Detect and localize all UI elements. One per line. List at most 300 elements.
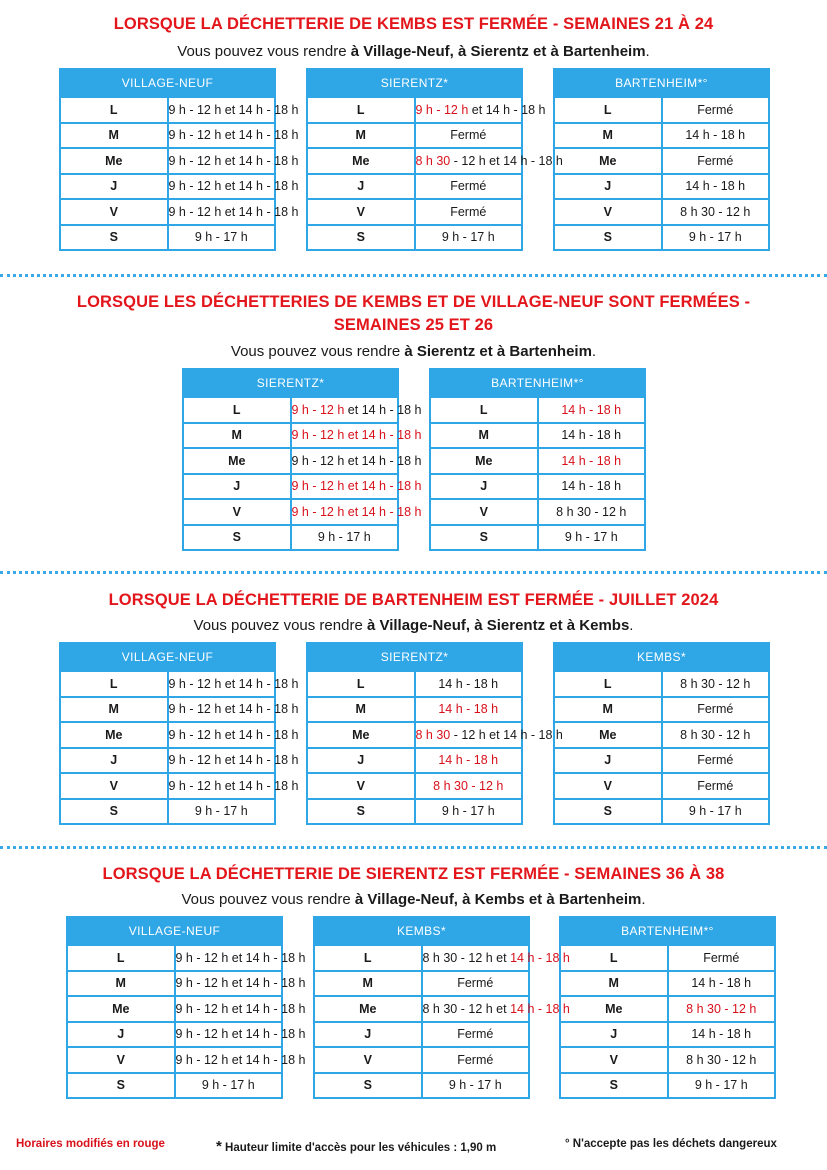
table-row <box>314 971 529 997</box>
hours-text: 9 h - 12 h et 14 h - 18 h <box>291 453 422 468</box>
table-row <box>560 971 775 997</box>
table-header: SIERENTZ* <box>183 369 398 397</box>
table-row <box>60 199 275 225</box>
hours-text: Fermé <box>450 128 487 143</box>
day-cell: S <box>183 525 291 551</box>
day-cell: Me <box>560 996 668 1022</box>
day-cell: Me <box>314 996 422 1022</box>
modified-hours-text: 8 h 30 <box>415 153 451 168</box>
hours-text: 8 h 30 - 12 h <box>680 204 751 219</box>
table-row <box>554 722 769 748</box>
hours-cell <box>662 123 770 149</box>
hours-text: 9 h - 17 h <box>564 530 618 545</box>
day-cell: V <box>67 1047 175 1073</box>
hours-text: Fermé <box>703 950 740 965</box>
schedule-table <box>59 642 299 825</box>
table-row <box>314 1022 529 1048</box>
table-row <box>554 799 769 825</box>
table-row <box>183 525 398 551</box>
hours-cell <box>168 199 299 225</box>
modified-hours-text: 9 h - 12 h et 14 h - 18 h <box>291 479 422 494</box>
hours-text: Fermé <box>450 204 487 219</box>
day-cell: S <box>307 799 415 825</box>
hours-cell <box>668 1047 776 1073</box>
day-cell: L <box>430 397 538 423</box>
no-hazardous-waste-note: ° N'accepte pas les déchets dangereux <box>565 1138 777 1150</box>
tables-row <box>0 642 827 836</box>
table-row <box>67 996 282 1022</box>
day-cell: L <box>554 97 662 123</box>
hours-text: 9 h - 17 h <box>317 530 371 545</box>
day-cell: Me <box>307 148 415 174</box>
table-row <box>307 773 522 799</box>
day-cell: Me <box>554 148 662 174</box>
table-row <box>307 799 522 825</box>
dotted-separator <box>0 571 827 574</box>
table-row <box>60 174 275 200</box>
table-row <box>307 748 522 774</box>
hours-text: 8 h 30 - 12 h <box>686 1052 757 1067</box>
modified-hours-note: Horaires modifiés en rouge <box>16 1138 165 1150</box>
hours-cell <box>422 1047 530 1073</box>
hours-text: 8 h 30 - 12 h et <box>422 950 511 965</box>
table-row <box>307 97 522 123</box>
hours-cell <box>415 123 523 149</box>
day-cell: M <box>307 697 415 723</box>
table-row <box>560 996 775 1022</box>
table-row <box>430 525 645 551</box>
modified-hours-text: 14 h - 18 h <box>438 702 499 717</box>
schedule-table <box>59 68 299 251</box>
hours-text: Fermé <box>697 753 734 768</box>
day-cell: Me <box>60 148 168 174</box>
modified-hours-text: 8 h 30 - 12 h <box>686 1001 757 1016</box>
table-row <box>554 174 769 200</box>
modified-hours-text: 9 h - 12 h et 14 h - 18 h <box>291 428 422 443</box>
table-row <box>554 697 769 723</box>
hours-cell <box>662 148 770 174</box>
hours-text: 9 h - 12 h et 14 h - 18 h <box>168 153 299 168</box>
hours-text: et 14 h - 18 h <box>344 402 422 417</box>
section-subtitle: Vous pouvez vous rendre à Village-Neuf, à Sierentz et à Kembs. <box>193 617 634 634</box>
day-cell: V <box>60 773 168 799</box>
hours-cell <box>415 799 523 825</box>
hours-text: 9 h - 17 h <box>201 1078 255 1093</box>
table-row <box>307 199 522 225</box>
table-row <box>554 225 769 251</box>
schedule-table <box>429 368 646 551</box>
table-row <box>60 773 275 799</box>
day-cell: M <box>430 423 538 449</box>
hours-text: 9 h - 17 h <box>441 230 495 245</box>
table-row <box>307 123 522 149</box>
table-row <box>183 397 398 423</box>
table-row <box>430 423 645 449</box>
day-cell: V <box>307 199 415 225</box>
day-cell: J <box>60 748 168 774</box>
table-row <box>67 1047 282 1073</box>
hours-cell <box>662 97 770 123</box>
day-cell: S <box>307 225 415 251</box>
hours-text: Fermé <box>697 153 734 168</box>
day-cell: J <box>183 474 291 500</box>
table-header: VILLAGE-NEUF <box>67 917 282 945</box>
hours-text: 14 h - 18 h <box>691 1027 752 1042</box>
table-row <box>560 1022 775 1048</box>
hours-text: Fermé <box>697 702 734 717</box>
table-row <box>314 996 529 1022</box>
day-cell: M <box>60 697 168 723</box>
hours-text: 9 h - 12 h et 14 h - 18 h <box>168 102 299 117</box>
modified-hours-text: 9 h - 12 h <box>291 402 345 417</box>
table-row <box>554 773 769 799</box>
hours-cell <box>415 225 523 251</box>
hours-cell <box>415 148 563 174</box>
day-cell: V <box>307 773 415 799</box>
table-row <box>554 123 769 149</box>
hours-cell <box>168 773 299 799</box>
section-bartenheim-closed <box>0 590 827 836</box>
hours-text: 9 h - 12 h et 14 h - 18 h <box>175 976 306 991</box>
table-row <box>314 1073 529 1099</box>
table-row <box>560 1047 775 1073</box>
hours-text: 9 h - 12 h et 14 h - 18 h <box>175 1027 306 1042</box>
table-header: VILLAGE-NEUF <box>60 69 275 97</box>
day-cell: S <box>554 225 662 251</box>
section-kembs-closed <box>0 14 827 262</box>
schedule-table <box>313 916 570 1099</box>
hours-text: 9 h - 12 h et 14 h - 18 h <box>168 778 299 793</box>
table-row <box>430 499 645 525</box>
day-cell: S <box>554 799 662 825</box>
hours-cell <box>662 225 770 251</box>
hours-text: et 14 h - 18 h <box>468 102 546 117</box>
hours-cell <box>175 971 306 997</box>
hours-cell <box>291 499 422 525</box>
table-row <box>430 448 645 474</box>
day-cell: S <box>60 225 168 251</box>
modified-hours-text: 9 h - 12 h et 14 h - 18 h <box>291 504 422 519</box>
day-cell: J <box>554 748 662 774</box>
hours-cell <box>662 799 770 825</box>
day-cell: V <box>554 773 662 799</box>
day-cell: V <box>314 1047 422 1073</box>
hours-cell <box>415 671 523 697</box>
day-cell: V <box>560 1047 668 1073</box>
section-subtitle: Vous pouvez vous rendre à Village-Neuf, à Kembs et à Bartenheim. <box>181 891 646 908</box>
table-row <box>60 748 275 774</box>
hours-text: 9 h - 17 h <box>194 230 248 245</box>
hours-cell <box>668 945 776 971</box>
hours-cell <box>422 996 570 1022</box>
table-row <box>554 748 769 774</box>
hours-cell <box>538 397 646 423</box>
day-cell: J <box>430 474 538 500</box>
hours-cell <box>662 773 770 799</box>
hours-text: Fermé <box>457 976 494 991</box>
dotted-separator <box>0 846 827 849</box>
table-row <box>60 148 275 174</box>
hours-text: 9 h - 12 h et 14 h - 18 h <box>175 1001 306 1016</box>
hours-cell <box>422 1073 530 1099</box>
hours-cell <box>168 671 299 697</box>
hours-cell <box>175 1073 283 1099</box>
table-row <box>554 199 769 225</box>
modified-hours-text: 14 h - 18 h <box>510 1001 570 1016</box>
hours-text: 9 h - 17 h <box>448 1078 502 1093</box>
day-cell: L <box>307 97 415 123</box>
section-title: LORSQUE LA DÉCHETTERIE DE BARTENHEIM EST FERMÉE - JUILLET 2024 <box>108 591 719 609</box>
day-cell: S <box>314 1073 422 1099</box>
hours-text: 9 h - 12 h et 14 h - 18 h <box>168 727 299 742</box>
hours-cell <box>422 1022 530 1048</box>
hours-cell <box>168 97 299 123</box>
day-cell: J <box>560 1022 668 1048</box>
hours-cell <box>662 697 770 723</box>
hours-cell <box>168 697 299 723</box>
modified-hours-text: 8 h 30 - 12 h <box>433 778 504 793</box>
hours-text: 9 h - 17 h <box>194 804 248 819</box>
day-cell: Me <box>183 448 291 474</box>
day-cell: J <box>307 748 415 774</box>
table-row <box>554 97 769 123</box>
day-cell: Me <box>60 722 168 748</box>
day-cell: L <box>560 945 668 971</box>
modified-hours-text: 14 h - 18 h <box>561 402 622 417</box>
table-row <box>60 97 275 123</box>
hours-cell <box>662 199 770 225</box>
section-title: LORSQUE LES DÉCHETTERIES DE KEMBS ET DE VILLAGE-NEUF SONT FERMÉES - <box>76 293 751 311</box>
hours-text: 9 h - 17 h <box>688 804 742 819</box>
hours-text: 9 h - 12 h et 14 h - 18 h <box>168 204 299 219</box>
modified-hours-text: 14 h - 18 h <box>510 950 570 965</box>
day-cell: Me <box>307 722 415 748</box>
hours-cell <box>168 799 276 825</box>
hours-text: 14 h - 18 h <box>685 179 746 194</box>
table-row <box>554 148 769 174</box>
section-title: LORSQUE LA DÉCHETTERIE DE KEMBS EST FERMÉE - SEMAINES 21 À 24 <box>113 15 714 33</box>
schedule-table <box>553 68 770 251</box>
hours-text: 9 h - 12 h et 14 h - 18 h <box>168 128 299 143</box>
hours-cell <box>291 474 422 500</box>
hours-cell <box>168 748 299 774</box>
hours-cell <box>662 722 770 748</box>
table-header: BARTENHEIM*° <box>554 69 769 97</box>
hours-cell <box>668 1073 776 1099</box>
day-cell: S <box>430 525 538 551</box>
hours-text: 14 h - 18 h <box>561 428 622 443</box>
hours-cell <box>415 97 546 123</box>
table-row <box>67 1022 282 1048</box>
section-subtitle: Vous pouvez vous rendre à Village-Neuf, à Sierentz et à Bartenheim. <box>177 43 650 60</box>
hours-cell <box>538 423 646 449</box>
schedule-table <box>66 916 306 1099</box>
table-row <box>307 225 522 251</box>
hours-cell <box>415 199 523 225</box>
hours-text: 9 h - 12 h et 14 h - 18 h <box>168 179 299 194</box>
day-cell: M <box>554 123 662 149</box>
table-row <box>560 1073 775 1099</box>
day-cell: S <box>60 799 168 825</box>
hours-cell <box>538 448 646 474</box>
hours-cell <box>168 174 299 200</box>
hours-text: Fermé <box>457 1027 494 1042</box>
hours-cell <box>668 1022 776 1048</box>
table-row <box>314 945 529 971</box>
section-kembs-villageneuf-closed <box>0 292 827 562</box>
section-title-line2: SEMAINES 25 ET 26 <box>333 316 494 334</box>
hours-text: 9 h - 17 h <box>441 804 495 819</box>
schedule-table <box>306 642 563 825</box>
hours-cell <box>291 525 399 551</box>
hours-text: 14 h - 18 h <box>561 479 622 494</box>
table-row <box>314 1047 529 1073</box>
hours-text: 9 h - 12 h et 14 h - 18 h <box>168 702 299 717</box>
schedule-table <box>306 68 563 251</box>
table-row <box>183 423 398 449</box>
table-header: VILLAGE-NEUF <box>60 643 275 671</box>
day-cell: M <box>554 697 662 723</box>
table-row <box>430 397 645 423</box>
hours-cell <box>662 671 770 697</box>
table-row <box>67 945 282 971</box>
hours-cell <box>662 748 770 774</box>
hours-text: 8 h 30 - 12 h <box>556 504 627 519</box>
hours-cell <box>175 945 306 971</box>
day-cell: S <box>560 1073 668 1099</box>
hours-cell <box>291 423 422 449</box>
table-header: BARTENHEIM*° <box>560 917 775 945</box>
day-cell: L <box>60 97 168 123</box>
hours-cell <box>538 499 646 525</box>
table-row <box>307 697 522 723</box>
hours-cell <box>415 773 523 799</box>
tables-row <box>0 916 827 1110</box>
day-cell: J <box>67 1022 175 1048</box>
hours-cell <box>168 225 276 251</box>
hours-cell <box>168 123 299 149</box>
day-cell: V <box>60 199 168 225</box>
hours-text: 9 h - 17 h <box>694 1078 748 1093</box>
hours-text: 8 h 30 - 12 h <box>680 676 751 691</box>
hours-cell <box>422 945 570 971</box>
hours-cell <box>415 174 523 200</box>
day-cell: V <box>183 499 291 525</box>
table-row <box>307 671 522 697</box>
day-cell: M <box>67 971 175 997</box>
hours-text: 9 h - 12 h et 14 h - 18 h <box>168 676 299 691</box>
hours-cell <box>668 996 776 1022</box>
section-subtitle: Vous pouvez vous rendre à Sierentz et à Bartenheim. <box>230 343 597 360</box>
day-cell: Me <box>554 722 662 748</box>
tables-row <box>0 368 827 562</box>
table-row <box>183 499 398 525</box>
table-row <box>60 697 275 723</box>
day-cell: V <box>430 499 538 525</box>
hours-cell <box>168 722 299 748</box>
day-cell: L <box>314 945 422 971</box>
table-row <box>67 1073 282 1099</box>
section-sierentz-closed <box>0 864 827 1110</box>
schedule-table <box>182 368 422 551</box>
hours-cell <box>668 971 776 997</box>
table-row <box>183 474 398 500</box>
modified-hours-text: 14 h - 18 h <box>438 753 499 768</box>
table-header: SIERENTZ* <box>307 69 522 97</box>
hours-text: 9 h - 12 h et 14 h - 18 h <box>175 1052 306 1067</box>
day-cell: M <box>560 971 668 997</box>
table-row <box>554 671 769 697</box>
modified-hours-text: 14 h - 18 h <box>561 453 622 468</box>
table-row <box>67 971 282 997</box>
modified-hours-text: 8 h 30 <box>415 727 451 742</box>
hours-text: 14 h - 18 h <box>685 128 746 143</box>
hours-cell <box>538 525 646 551</box>
day-cell: M <box>314 971 422 997</box>
hours-cell <box>415 748 523 774</box>
table-row <box>307 148 522 174</box>
hours-text: 14 h - 18 h <box>691 976 752 991</box>
hours-text: Fermé <box>697 102 734 117</box>
day-cell: L <box>67 945 175 971</box>
table-header: KEMBS* <box>314 917 529 945</box>
hours-text: - 12 h et 14 h - 18 h <box>450 727 563 742</box>
table-row <box>560 945 775 971</box>
day-cell: L <box>307 671 415 697</box>
tables-row <box>0 68 827 262</box>
hours-cell <box>291 448 422 474</box>
day-cell: J <box>314 1022 422 1048</box>
table-row <box>60 722 275 748</box>
day-cell: Me <box>67 996 175 1022</box>
hours-cell <box>175 1022 306 1048</box>
day-cell: S <box>67 1073 175 1099</box>
table-row <box>60 225 275 251</box>
hours-text: Fermé <box>450 179 487 194</box>
table-row <box>60 123 275 149</box>
day-cell: Me <box>430 448 538 474</box>
hours-text: - 12 h et 14 h - 18 h <box>450 153 563 168</box>
day-cell: L <box>60 671 168 697</box>
hours-text: 9 h - 17 h <box>688 230 742 245</box>
hours-cell <box>175 996 306 1022</box>
table-header: BARTENHEIM*° <box>430 369 645 397</box>
hours-text: 8 h 30 - 12 h <box>680 727 751 742</box>
day-cell: M <box>183 423 291 449</box>
day-cell: L <box>554 671 662 697</box>
hours-text: 9 h - 12 h et 14 h - 18 h <box>168 753 299 768</box>
table-header: SIERENTZ* <box>307 643 522 671</box>
hours-cell <box>422 971 530 997</box>
hours-text: Fermé <box>697 778 734 793</box>
hours-cell <box>415 722 563 748</box>
schedule-table <box>553 642 770 825</box>
hours-cell <box>415 697 523 723</box>
day-cell: L <box>183 397 291 423</box>
hours-cell <box>662 174 770 200</box>
table-row <box>307 722 522 748</box>
hours-cell <box>538 474 646 500</box>
hours-text: 14 h - 18 h <box>438 676 499 691</box>
day-cell: M <box>307 123 415 149</box>
table-header: KEMBS* <box>554 643 769 671</box>
table-row <box>430 474 645 500</box>
hours-cell <box>291 397 422 423</box>
day-cell: J <box>307 174 415 200</box>
hours-text: Fermé <box>457 1052 494 1067</box>
day-cell: J <box>60 174 168 200</box>
hours-text: 9 h - 12 h et 14 h - 18 h <box>175 950 306 965</box>
